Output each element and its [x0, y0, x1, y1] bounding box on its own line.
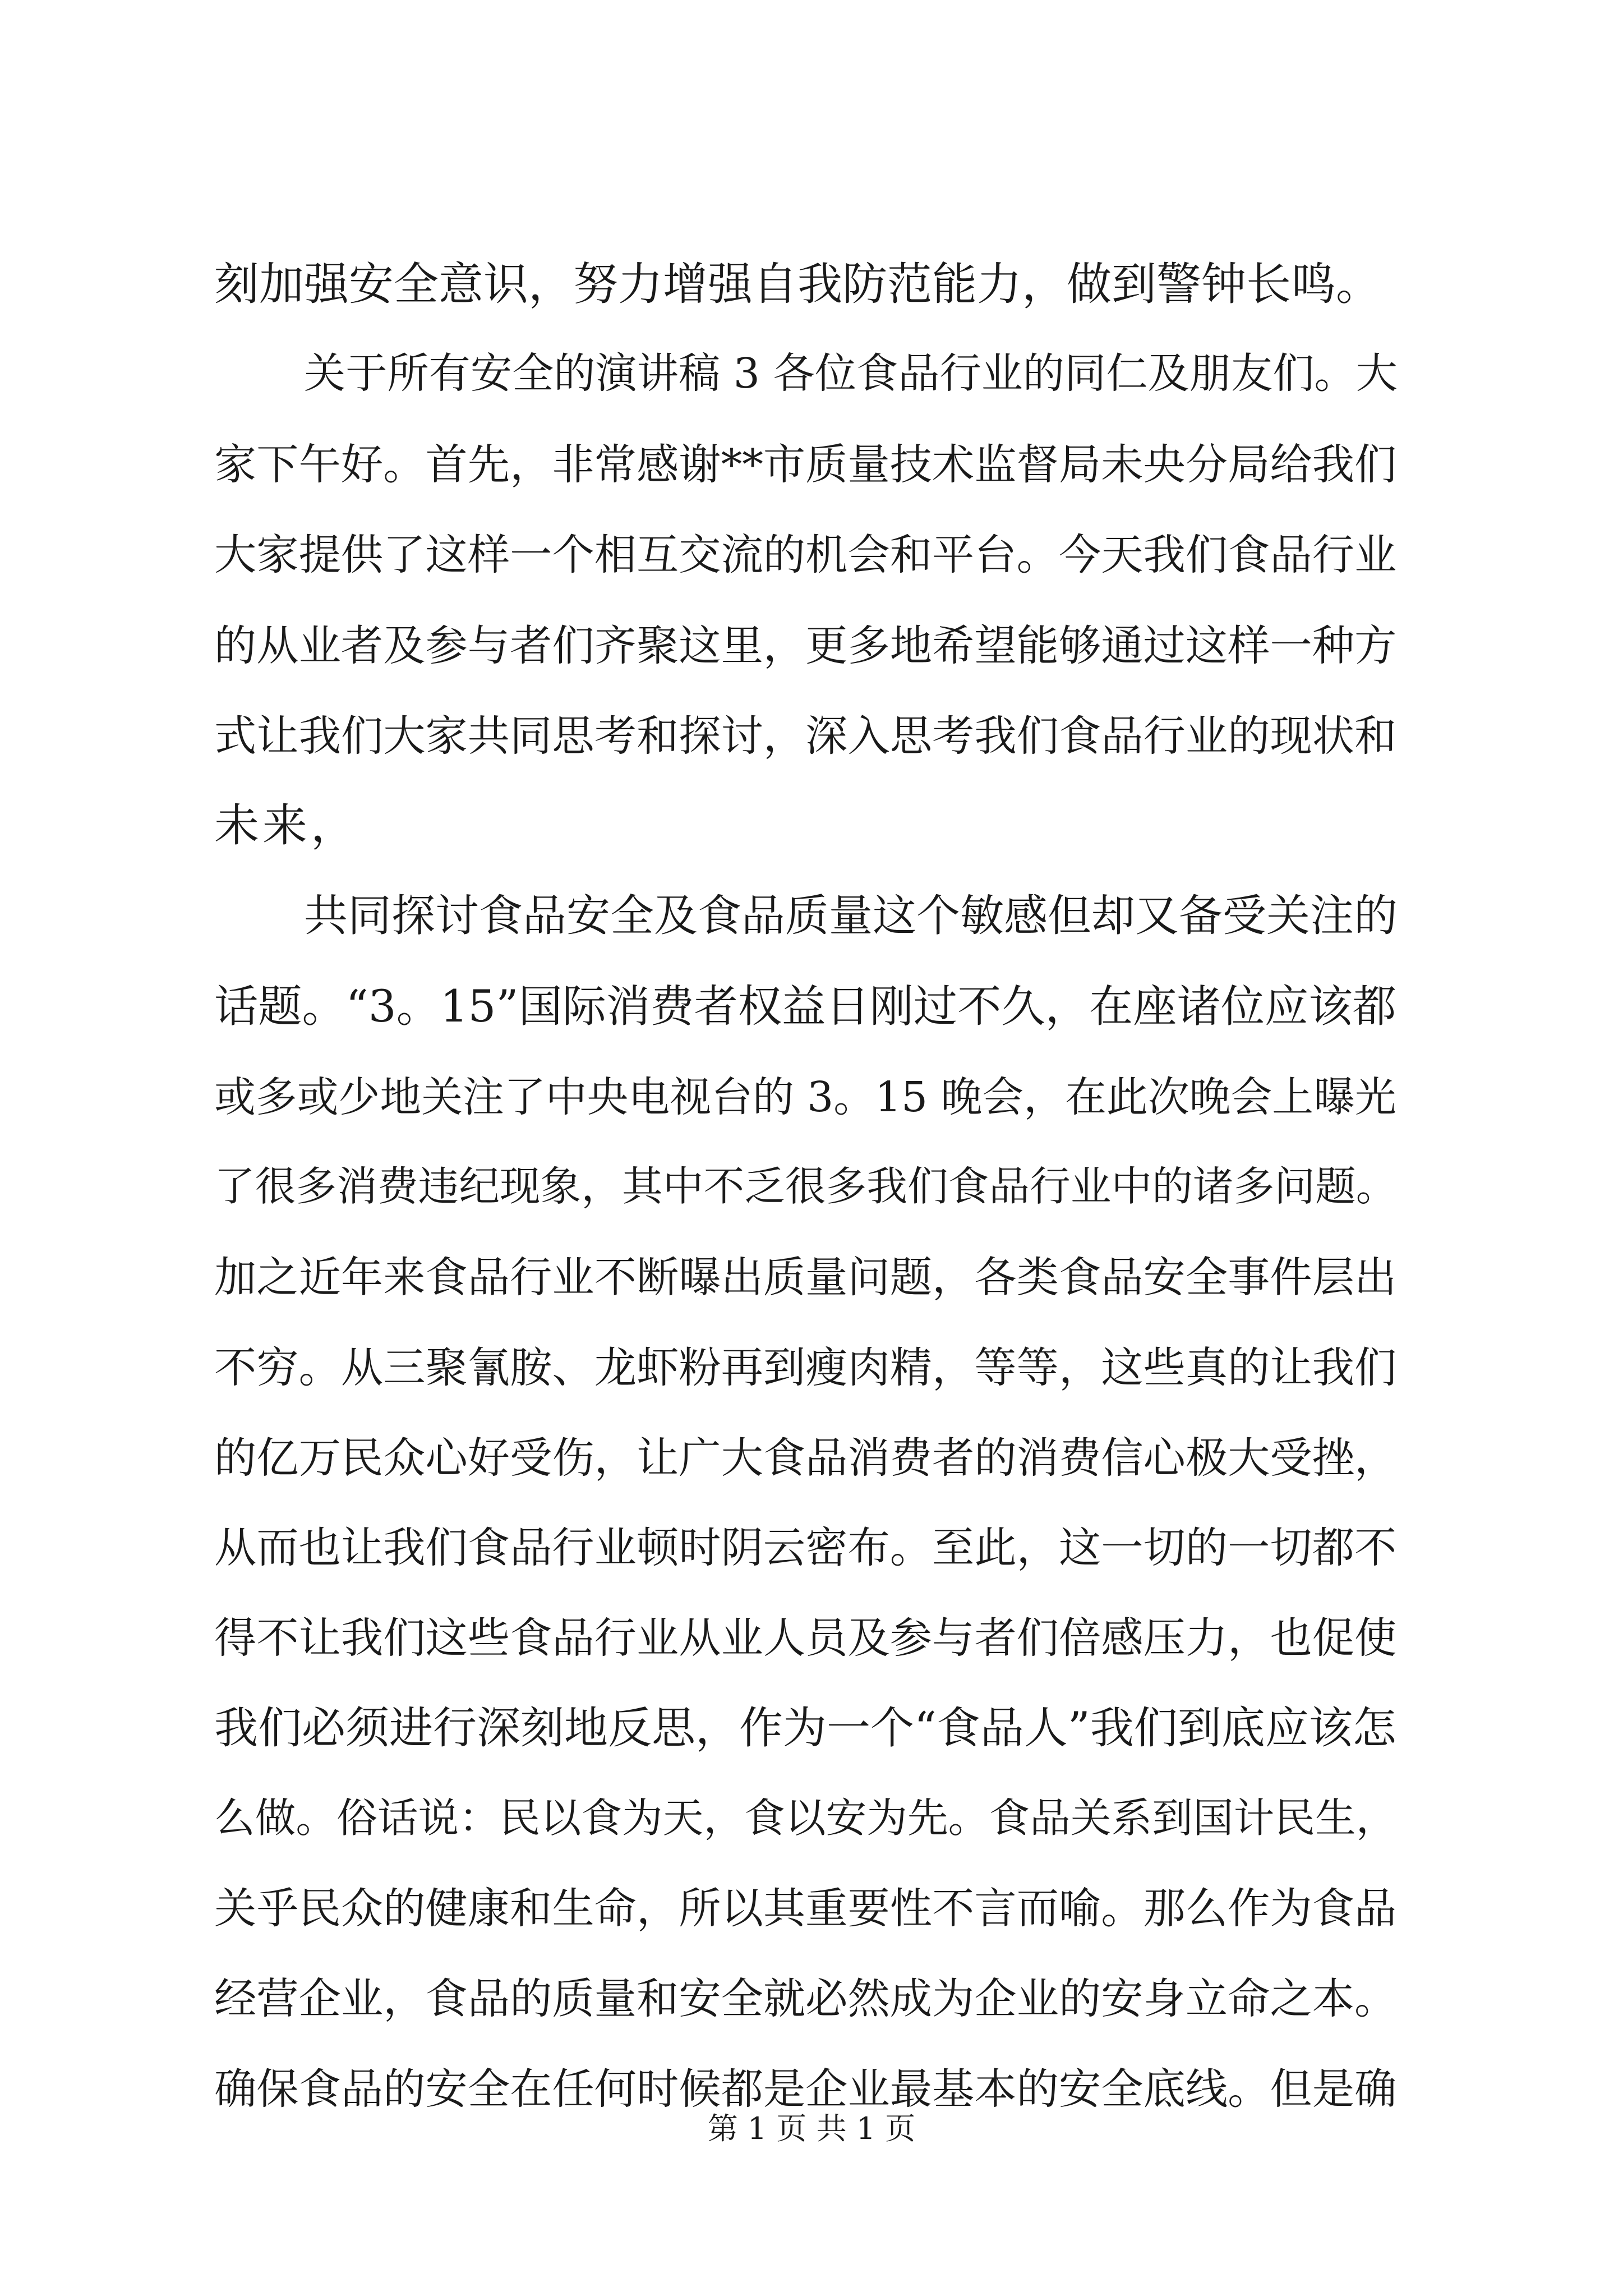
text-line: 话题。“3。15”国际消费者权益日刚过不久，在座诸位应该都	[214, 981, 1396, 1032]
text-line: 大家提供了这样一个相互交流的机会和平台。今天我们食品行业	[214, 530, 1397, 579]
text-line: 共同探讨食品安全及食品质量这个敏感但却又备受关注的	[304, 891, 1398, 941]
text-line: 未来，	[214, 799, 359, 852]
page-footer: 第 1 页 共 1 页	[707, 2111, 916, 2146]
text-line: 加之近年来食品行业不断曝出质量问题，各类食品安全事件层出	[214, 1253, 1397, 1302]
text-line: 经营企业，食品的质量和安全就必然成为企业的安身立命之本。	[214, 1974, 1397, 2023]
text-line: 或多或少地关注了中央电视台的 3。15 晚会，在此次晚会上曝光	[214, 1073, 1396, 1121]
text-line: 关乎民众的健康和生命，所以其重要性不言而喻。那么作为食品	[214, 1884, 1397, 1933]
text-line: 关于所有安全的演讲稿 3 各位食品行业的同仁及朋友们。大	[304, 349, 1398, 398]
text-line: 了很多消费违纪现象，其中不乏很多我们食品行业中的诸多问题。	[214, 1163, 1397, 1211]
text-line: 的从业者及参与者们齐聚这里，更多地希望能够通过这样一种方	[214, 621, 1397, 670]
text-line: 的亿万民众心好受伤，让广大食品消费者的消费信心极大受挫，	[214, 1433, 1397, 1483]
text-line: 刻加强安全意识，努力增强自我防范能力，做到警钟长鸣。	[214, 258, 1381, 310]
text-line: 式让我们大家共同思考和探讨，深入思考我们食品行业的现状和	[214, 711, 1397, 761]
text-line: 确保食品的安全在任何时候都是企业最基本的安全底线。但是确	[214, 2064, 1397, 2114]
text-line: 么做。俗话说：民以食为天，食以安为先。食品关系到国计民生，	[214, 1795, 1397, 1842]
text-line: 从而也让我们食品行业顿时阴云密布。至此，这一切的一切都不	[214, 1523, 1397, 1572]
text-line: 得不让我们这些食品行业从业人员及参与者们倍感压力，也促使	[214, 1613, 1397, 1663]
text-line: 家下午好。首先，非常感谢**市质量技术监督局未央分局给我们	[214, 440, 1397, 489]
text-line: 不穷。从三聚氰胺、龙虾粉再到瘦肉精，等等，这些真的让我们	[214, 1343, 1397, 1392]
text-line: 我们必须进行深刻地反思，作为一个“食品人”我们到底应该怎	[214, 1703, 1396, 1754]
